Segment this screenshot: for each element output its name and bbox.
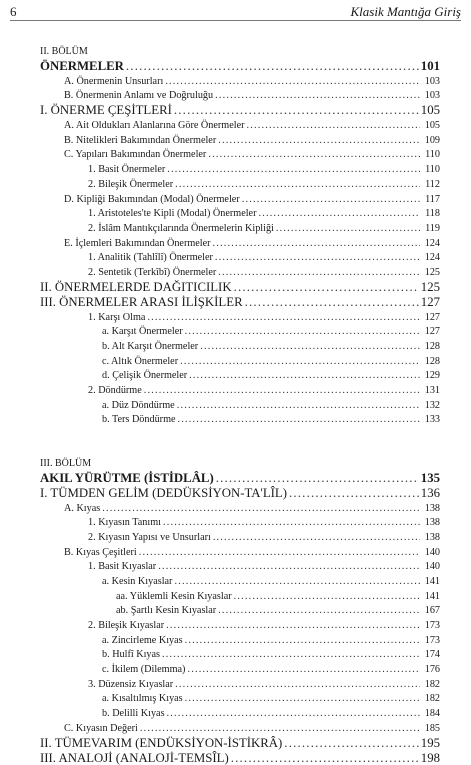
dot-leader — [167, 163, 420, 176]
section-label-text: II. BÖLÜM — [40, 46, 88, 57]
toc-entry-page: 195 — [420, 735, 440, 750]
dot-leader — [289, 486, 419, 500]
toc-entry-page: 140 — [424, 546, 440, 558]
dot-leader — [147, 311, 420, 324]
dot-leader — [165, 75, 420, 88]
toc-entry-title: I. TÜMDEN GELİM (DEDÜKSİYON-TA'LÎL) — [40, 485, 287, 500]
toc-entry-title: 1. Aristoteles'te Kipli (Modal) Önermeler — [88, 208, 257, 220]
toc-entry — [40, 573, 440, 588]
toc-entry — [40, 559, 440, 574]
dot-leader — [258, 207, 420, 220]
toc-entry-title: AKIL YÜRÜTME (İSTİDLÂL) — [40, 470, 214, 485]
toc-entry — [40, 235, 440, 250]
toc-spacer — [40, 426, 440, 441]
toc-entry-title: A. Kıyas — [64, 502, 101, 514]
dot-leader — [175, 178, 420, 191]
dot-leader — [187, 663, 420, 676]
toc-entry-title: b. Hulfî Kıyas — [102, 649, 161, 661]
dot-leader — [163, 516, 420, 529]
section-label — [40, 44, 440, 58]
toc-entry-title: 2. İslâm Mantıkçılarında Önermelerin Kipliği — [88, 222, 274, 234]
toc-entry — [40, 676, 440, 691]
toc-entry-page: 138 — [424, 502, 440, 514]
toc-entry-title: d. Çelişik Önermeler — [102, 370, 188, 382]
toc-entry — [40, 647, 440, 662]
toc-entry — [40, 220, 440, 235]
toc-entry — [40, 264, 440, 279]
toc-entry-title: b. Ters Döndürme — [102, 414, 176, 426]
toc-entry-title: C. Kıyasın Değeri — [64, 722, 138, 734]
toc-entry-title: III. ÖNERMELER ARASI İLİŞKİLER — [40, 294, 243, 309]
toc-entry — [40, 309, 440, 324]
toc-entry-page: 182 — [424, 678, 440, 690]
toc-entry-page: 128 — [424, 341, 440, 352]
dot-leader — [185, 325, 420, 338]
table-of-contents — [40, 44, 440, 765]
toc-entry-page: 185 — [424, 722, 440, 734]
toc-entry-page: 125 — [420, 279, 440, 294]
toc-entry — [40, 191, 440, 206]
dot-leader — [167, 707, 420, 720]
toc-entry-title: II. TÜMEVARIM (ENDÜKSİYON-İSTİKRÂ) — [40, 735, 283, 750]
toc-entry-page: 101 — [420, 59, 440, 73]
toc-entry-title: II. ÖNERMELERDE DAĞITICILIK — [40, 279, 232, 294]
toc-entry — [40, 588, 440, 603]
page-number: 6 — [10, 4, 17, 19]
toc-entry — [40, 73, 440, 88]
toc-entry-page: 173 — [424, 620, 440, 631]
toc-entry-title: 2. Bileşik Önermeler — [88, 178, 174, 190]
toc-entry — [40, 206, 440, 221]
dot-leader — [189, 369, 420, 382]
dot-leader — [178, 413, 420, 426]
section-label-text: III. BÖLÜM — [40, 457, 92, 469]
toc-entry — [40, 382, 440, 397]
toc-entry — [40, 750, 440, 765]
toc-entry — [40, 338, 440, 353]
toc-entry — [40, 632, 440, 647]
toc-entry-title: b. Delilli Kıyas — [102, 708, 165, 720]
dot-leader — [218, 134, 420, 147]
dot-leader — [144, 384, 420, 397]
toc-entry-title: a. Kısaltılmış Kıyas — [102, 693, 183, 705]
dot-leader — [208, 148, 420, 161]
toc-entry-title: 1. Basit Kıyaslar — [88, 561, 157, 573]
dot-leader — [162, 648, 420, 661]
toc-entry-page: 124 — [424, 252, 440, 264]
toc-entry-title: c. İkilem (Dilemma) — [102, 664, 186, 676]
toc-entry — [40, 294, 440, 309]
toc-entry-page: 176 — [424, 664, 440, 676]
dot-leader — [175, 678, 420, 691]
toc-entry-page: 141 — [424, 590, 440, 602]
toc-entry-title: 3. Düzensiz Kıyaslar — [88, 678, 174, 690]
toc-entry-title: 2. Bileşik Kıyaslar — [88, 620, 165, 631]
toc-entry — [40, 397, 440, 412]
dot-leader — [215, 89, 420, 102]
toc-entry-page: 124 — [424, 237, 440, 249]
dot-leader — [140, 722, 420, 735]
toc-entry-title: c. Altık Önermeler — [102, 355, 179, 367]
toc-entry-page: 127 — [420, 294, 440, 309]
dot-leader — [242, 193, 420, 206]
dot-leader — [245, 295, 419, 309]
dot-leader — [102, 502, 420, 515]
dot-leader — [180, 355, 420, 368]
dot-leader — [174, 103, 419, 117]
toc-entry-title: 1. Basit Önermeler — [88, 164, 166, 176]
toc-entry — [40, 617, 440, 632]
toc-entry-page: 138 — [424, 517, 440, 529]
toc-entry-title: 2. Sentetik (Terkîbî) Önermeler — [88, 266, 217, 278]
toc-entry-page: 135 — [420, 470, 440, 485]
running-title: Klasik Mantığa Giriş — [350, 4, 461, 19]
toc-entry-page: 117 — [425, 193, 440, 205]
section-label — [40, 456, 440, 470]
toc-entry-page: 132 — [424, 399, 440, 411]
dot-leader — [185, 634, 420, 647]
toc-entry — [40, 500, 440, 515]
toc-entry-page: 174 — [424, 649, 440, 661]
toc-entry-title: III. ANALOJİ (ANALOJİ-TEMSÎL) — [40, 750, 229, 765]
dot-leader — [216, 471, 419, 485]
toc-entry-page: 103 — [424, 90, 440, 102]
toc-entry-title: a. Kesin Kıyaslar — [102, 575, 173, 587]
toc-entry — [40, 485, 440, 500]
dot-leader — [174, 575, 420, 588]
toc-entry-title: 1. Karşı Olma — [88, 311, 146, 323]
toc-entry — [40, 720, 440, 735]
dot-leader — [247, 119, 421, 132]
dot-leader — [166, 619, 420, 632]
toc-entry-page: 136 — [420, 485, 440, 500]
dot-leader — [284, 736, 419, 750]
toc-entry — [40, 88, 440, 103]
dot-leader — [234, 280, 419, 294]
toc-entry-page: 127 — [424, 311, 440, 323]
toc-entry — [40, 161, 440, 176]
dot-leader — [215, 251, 420, 264]
toc-entry-title: B. Kıyas Çeşitleri — [64, 546, 137, 558]
toc-entry-page: 173 — [424, 634, 440, 646]
dot-leader — [234, 590, 420, 603]
toc-entry-page: 125 — [424, 266, 440, 278]
page-header — [10, 4, 461, 21]
toc-entry — [40, 544, 440, 559]
toc-entry-title: 1. Kıyasın Tanımı — [88, 517, 161, 529]
toc-entry-page: 131 — [424, 385, 440, 397]
toc-entry-title: C. Yapıları Bakımından Önermeler — [64, 149, 207, 161]
dot-leader — [231, 751, 419, 765]
toc-entry-title: ÖNERMELER — [40, 59, 124, 73]
toc-entry-title: a. Düz Döndürme — [102, 399, 175, 411]
dot-leader — [126, 59, 419, 73]
toc-entry — [40, 368, 440, 383]
toc-entry-page: 118 — [425, 208, 440, 220]
toc-entry-title: I. ÖNERME ÇEŞİTLERİ — [40, 103, 172, 118]
toc-entry-page: 103 — [424, 75, 440, 87]
toc-entry-title: a. Karşıt Önermeler — [102, 326, 183, 338]
toc-entry-page: 167 — [424, 605, 440, 617]
dot-leader — [218, 604, 420, 617]
toc-entry-page: 127 — [424, 326, 440, 338]
toc-entry-page: 109 — [424, 134, 440, 146]
toc-entry-title: ab. Şartlı Kesin Kıyaslar — [116, 605, 217, 617]
toc-entry — [40, 705, 440, 720]
toc-entry — [40, 58, 440, 73]
toc-entry-title: B. Önermenin Anlamı ve Doğruluğu — [64, 90, 214, 102]
toc-entry — [40, 324, 440, 339]
toc-spacer — [40, 441, 440, 456]
dot-leader — [200, 340, 420, 353]
toc-entry-page: 141 — [424, 575, 440, 587]
toc-entry — [40, 691, 440, 706]
dot-leader — [276, 222, 420, 235]
dot-leader — [185, 692, 420, 705]
toc-entry — [40, 279, 440, 294]
toc-entry-page: 112 — [425, 178, 440, 190]
toc-entry — [40, 661, 440, 676]
toc-entry-page: 182 — [424, 693, 440, 705]
toc-entry — [40, 735, 440, 750]
toc-entry-title: a. Zincirleme Kıyas — [102, 634, 183, 646]
toc-entry-page: 133 — [424, 414, 440, 426]
toc-entry-title: aa. Yüklemli Kesin Kıyaslar — [116, 590, 232, 602]
toc-entry-page: 184 — [424, 708, 440, 720]
toc-entry — [40, 132, 440, 147]
toc-entry-title: B. Nitelikleri Bakımından Önermeler — [64, 134, 217, 146]
toc-entry-page: 110 — [425, 149, 440, 161]
toc-entry — [40, 470, 440, 485]
toc-entry-page: 129 — [424, 370, 440, 382]
toc-entry-page: 128 — [424, 355, 440, 367]
toc-entry-title: 2. Kıyasın Yapısı ve Unsurları — [88, 531, 211, 543]
toc-entry-title: D. Kipliği Bakımından (Modal) Önermeler — [64, 193, 240, 205]
toc-entry — [40, 603, 440, 618]
dot-leader — [218, 266, 420, 279]
toc-entry — [40, 515, 440, 530]
toc-entry-page: 105 — [420, 103, 440, 118]
dot-leader — [158, 560, 420, 573]
toc-entry — [40, 176, 440, 191]
dot-leader — [139, 546, 420, 559]
toc-entry — [40, 529, 440, 544]
toc-entry-title: b. Alt Karşıt Önermeler — [102, 341, 199, 352]
toc-entry-page: 198 — [420, 750, 440, 765]
toc-entry — [40, 117, 440, 132]
toc-entry-title: A. Önermenin Unsurları — [64, 75, 164, 87]
toc-entry — [40, 147, 440, 162]
toc-entry-page: 119 — [425, 222, 440, 234]
toc-entry-title: A. Ait Oldukları Alanlarına Göre Önermeler — [64, 120, 245, 132]
toc-entry-page: 140 — [424, 561, 440, 573]
toc-entry — [40, 102, 440, 117]
dot-leader — [213, 531, 420, 544]
toc-entry-page: 138 — [424, 531, 440, 543]
toc-entry-title: 2. Döndürme — [88, 385, 142, 397]
toc-entry — [40, 353, 440, 368]
toc-entry — [40, 250, 440, 265]
toc-entry-title: 1. Analitik (Tahlîlî) Önermeler — [88, 252, 213, 264]
toc-entry-page: 110 — [425, 164, 440, 176]
toc-entry-page: 105 — [424, 120, 440, 132]
dot-leader — [213, 237, 420, 250]
toc-entry-title: E. İçlemleri Bakımından Önermeler — [64, 237, 211, 249]
dot-leader — [177, 399, 420, 412]
toc-entry — [40, 412, 440, 427]
